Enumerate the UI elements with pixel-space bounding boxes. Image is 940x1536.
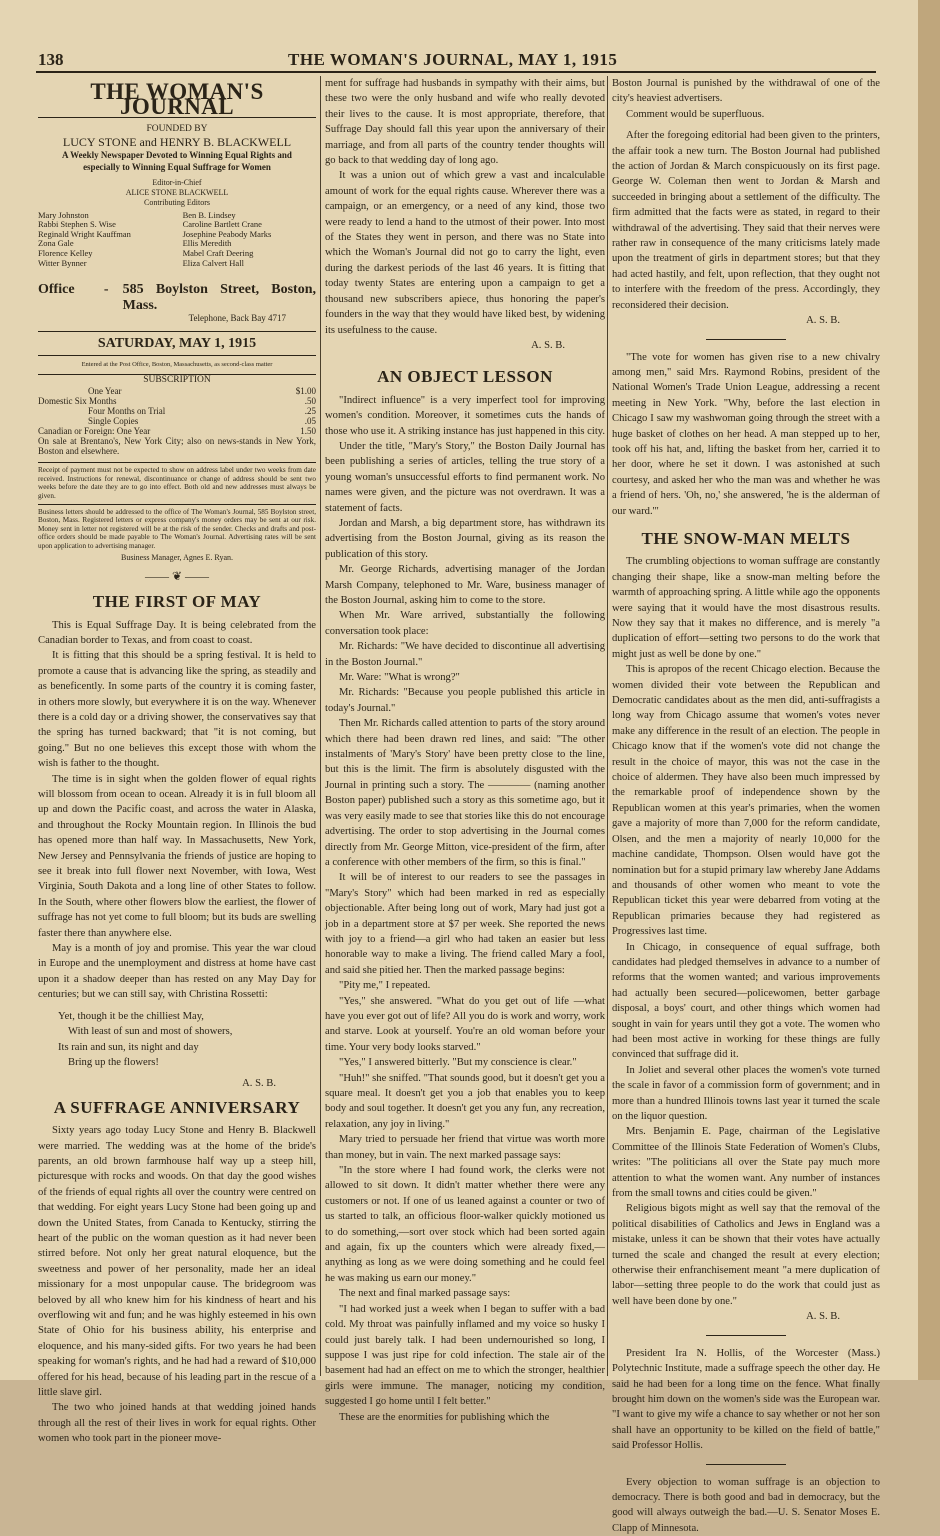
paragraph: "In the store where I had found work, the clerks were not allowed to sit down. It didn't matter whether there were any customers or not. If one of us leaned against a counter or two of us started to talk, an officious floor-walker quickly motioned us to do something,—sort over stock which had been sorted again and again, fix up the counters which were already fixed,—anything as long as we were doing something and he could feel he was making us earn our money."	[325, 1165, 605, 1284]
anniversary-title: A SUFFRAGE ANNIVERSARY	[53, 1097, 301, 1117]
founded-by: FOUNDED BY	[146, 123, 208, 134]
paragraph: "Pity me," I repeated.	[339, 980, 431, 992]
contributing-label: Contributing Editors	[144, 197, 210, 207]
paragraph: "Huh!" she sniffed. "That sounds good, but it doesn't get you a square meal. It doesn't get you a job that enables you to keep body and soul together. It doesn't get you any fun, any recreation, relaxation, any joy in living."	[325, 1072, 605, 1130]
contributing-editors	[38, 211, 316, 269]
paragraph: This is apropos of the recent Chicago election. Because the women divided their vote between the Republican and Democratic candidates about as the men did, anti-suffragists a long way from Chicago assume that women's votes never make any difference in the result of an election. The people in Chicago know that if the women's vote did not change the result in the choice of mayor, this was not the case in the choice of aldermen. They have also been much impressed by the remarkable proof of independence shown by the Republican women at this year's primaries, when the women gave a majority of more than 7,000 for the reform candidate, Olsen, and the men a majority of nearly 10,000 for the machine candidate, Thompson. Olsen would have got the nomination but for a stupid primary law whereby Jane Addams and thousands of other women who meant to vote the Republican ticket this year were debarred from voting at the Republican primaries because they had registered as Progressives last time.	[612, 664, 880, 938]
editors-left: Mary Johnston Rabbi Stephen S. Wise Reginald Wright Kauffman Zona Gale Florence Kelley Witter Bynner	[38, 209, 131, 268]
issue-date: SATURDAY, MAY 1, 1915	[38, 331, 316, 356]
paragraph: "The vote for women has given rise to a new chivalry among men," said Mrs. Raymond Robins, president of the National Women's Trade Union League, addressing a recent meeting in New York. "Why, before the last election in Chicago I saw my washwoman going through the street with a huge basket of clothes on her head. A man stepped up to her, took off his hat, and, lifting the basket from her, carried it to her door, where he set it down. I was astonished at such courtesy, and asked her who the man was and whether he was a friend of hers. 'Oh, no,' she answered, 'he is the alderman of our ward.'"	[612, 351, 880, 517]
section-rule	[706, 339, 786, 340]
paragraph: Comment would be superfluous.	[626, 108, 765, 120]
page-number: 138	[38, 50, 64, 69]
poem-line: Yet, though it be the chilliest May,	[58, 1010, 204, 1022]
column-rule-2	[607, 76, 608, 1376]
column-rule-1	[320, 76, 321, 1376]
signature: A. S. B.	[806, 1311, 840, 1323]
paragraph: Sixty years ago today Lucy Stone and Henry B. Blackwell were married. The wedding was at the home of the bride's parents, an old brown farmhouse half way up a steep hill, picturesque with rocks and woods. On that day the good wishes of the friends of equal rights all over the country were centred on that wedding. For eight years Lucy Stone had been going up and down the United States, from Canada to Kentucky, stirring the heart of the public on the woman question as it had never been stirred before. Not only her great natural eloquence, but the sweetness and power of her personality, made her an ideal missionary for a most unpopular cause. The bridegroom was beloved by all who knew him for his kindness of heart and his overflowing wit and fun; and he was highly esteemed in his own State of Ohio for his business ability, his enterprise and eloquence, and his many-sided gifts. For two years he had been speaking for woman's rights, and he had had a reward of $10,000 offered for his head, because of his leading part in the rescue of a little slave girl.	[38, 1125, 316, 1399]
payment-notice: Receipt of payment must not be expected to show on address label under two weeks from date received. Instructions for renewal, discontinuance or change of address should be sent two weeks before the date they are to go into effect. Both old and new addresses must always be given.	[38, 462, 316, 500]
business-manager: Business Manager, Agnes E. Ryan.	[120, 552, 233, 562]
paragraph: Mr. Ware: "What is wrong?"	[339, 672, 460, 684]
ornament-icon: —— ❦ ——	[144, 568, 210, 583]
paragraph: It will be of interest to our readers to see the passages in "Mary's Story" which had been marked in red as especially objectionable. After being long out of work, Mary had just got a job in a department store at $7 per week. She reported the news with joy to a friend—a girl who had taken an easier but less honorable way to make a living. The friend called Mary a fool, and said she pitied her. Then the marked passage begins:	[325, 872, 605, 976]
paragraph: It is fitting that this should be a spring festival. It is held to promote a cause that is advancing like the spring, as steadily and as beneficently. In some parts of the country it is coming faster, in others more slowly, but everywhere it is on the way. Whenever there is a cold day or a driving shower, the conservatives say that the spring has turned backward; that "it is not coming, but going." But no one believes this except those with whom the wish is father to the thought.	[38, 650, 316, 770]
signature: A. S. B.	[531, 339, 565, 351]
office-address: 585 Boylston Street, Boston, Mass.	[122, 282, 316, 313]
paragraph: "I had worked just a week when I began to suffer with a bad cold. My throat was painfully inflamed and my voice so husky I could just barely talk. I had been undernourished so long, I suppose I was just ripe for cold infection. The stale air of the basement had had an effect on me to which the stronger, healthier girls were immune. The manager, noticing my condition, suggested I go home until I felt better."	[325, 1303, 605, 1408]
poem-line: Bring up the flowers!	[68, 1056, 159, 1068]
paragraph: Jordan and Marsh, a big department store, has withdrawn its advertising from the Boston Journal, giving as its reason the publication of this story.	[325, 517, 605, 560]
masthead-title: THE WOMAN'S JOURNAL	[38, 84, 316, 118]
object-lesson-title: AN OBJECT LESSON	[377, 367, 553, 387]
paragraph: When Mr. Ware arrived, substantially the following conversation took place:	[325, 610, 605, 637]
paragraph: ment for suffrage had husbands in sympathy with their aims, but these two were the only husband and wife who really devoted their lives to the cause. It is most appropriate, therefore, that Suffrage Day should fall this year upon the anniversary of their marriage, and from all parts of the country tender thoughts will go back to that wedding day of long ago.	[325, 78, 605, 167]
paragraph: Religious bigots might as well say that the removal of the political disabilities of Catholics and Jews in England was a mistake, unless it can be shown that their votes have actually turned the scale and changed the result at every election; otherwise their enfranchisement meant "a mere duplication of labor—setting three people to do the work that could just as well have been done by one."	[612, 1203, 880, 1307]
business-notice: Business letters should be addressed to the office of The Woman's Journal, 585 Boylston street, Boston, Mass. Registered letters or express company's money orders may be sent at our risk. Money sent in letter not registered will be at the risk of the sender. Checks and drafts and post-office orders should be made payable to The Woman's Journal. Advertising rates will be sent upon application to advertising manager.	[38, 504, 316, 550]
paragraph: After the foregoing editorial had been given to the printers, the affair took a new turn. The Boston Journal had published the action of Jordan & March conspicuously on its first page. George W. Coleman then went to Jordan & Marsh and succeeded in bringing about a settlement of the difficulty. The firm admitted that the facts were as stated, in regard to their withdrawal of the advertising. They said that their nerves were rather raw in consequence of the many criticisms lately made upon the treatment of girls in department stores; but that they had acted hastily, and felt, upon reflection, that they ought not to interfere with the freedom of the press. Accordingly, they reconsidered their decision.	[612, 130, 880, 311]
section-rule	[706, 1335, 786, 1336]
paragraph: Mr. Richards: "Because you people published this article in today's Journal."	[325, 687, 605, 714]
entered-notice: Entered at the Post Office, Boston, Massachusetts, as second-class matter	[81, 360, 273, 368]
paragraph: Mary tried to persuade her friend that virtue was worth more than money, but in vain. The next marked passage says:	[325, 1134, 605, 1161]
paragraph: The two who joined hands at that wedding joined hands through all the rest of their lives in work for equal rights. Other women who took part in the pioneer move-	[38, 1402, 316, 1445]
paragraph: "Yes," I answered bitterly. "But my conscience is clear."	[339, 1057, 577, 1069]
office-label: Office	[38, 282, 75, 298]
paragraph: The time is in sight when the golden flower of equal rights will blossom from ocean to ocean. Already it is in full bloom all up and down the Pacific coast, and across the water in Alaska, and throughout the Rocky Mountain region. In Illinois the bud has opened more than half way. In Massachusetts, New York, New Jersey and Pennsylvania the friends of justice are hoping to see it break into full flower next November, with Iowa, West Virginia, South Dakota and a long line of other States to follow. In the South, where other flowers blow the earliest, the flower of suffrage has not yet come to full bloom; but its buds are swelling faster there than anywhere else.	[38, 773, 316, 939]
poem	[58, 1009, 316, 1071]
sub-row: Domestic Six Months .50	[38, 396, 316, 407]
paragraph: It was a union out of which grew a vast and incalculable amount of work for the equal rights cause. Wherever there was a campaign, or an emergency, or a need of any kind, those two were ready to lend a hand to the utmost of their power. Into most of the States they went in person, and there was no State into which the Woman's Journal did not go to carry the light, even during the darkest periods of the last 46 years. It is fitting that today twenty States are entering upon a campaign to get a thousand new subscribers apiece, thus honoring the paper's founders in the way that they would have liked best, by widening its usefulness to the cause.	[325, 170, 605, 336]
paragraph: Under the title, "Mary's Story," the Boston Daily Journal has been publishing a series of articles, telling the true story of a young woman's unsuccessful efforts to find permanent work. No names were given, and the picture was not overdrawn. It was a statement of facts.	[325, 440, 605, 514]
paragraph: Mr. George Richards, advertising manager of the Jordan Marsh Company, telephoned to Mr. Ware, business manager of the Boston Journal, asking him to come to the store.	[325, 564, 605, 606]
paragraph: Boston Journal is punished by the withdrawal of one of the city's heaviest advertisers.	[612, 78, 880, 105]
signature: A. S. B.	[242, 1078, 276, 1090]
column-2	[325, 76, 606, 1423]
page-edge	[918, 0, 940, 1380]
subscription-title: SUBSCRIPTION	[38, 374, 316, 387]
on-sale-notice: On sale at Brentano's, New York City; also on news-stands in New York, Boston and elsewhere.	[38, 436, 316, 457]
sub-row: Four Months on Trial .25	[88, 406, 316, 417]
telephone: Telephone, Back Bay 4717	[188, 313, 286, 324]
sub-row: Single Copies .05	[88, 416, 316, 427]
tagline: A Weekly Newspaper Devoted to Winning Equal Rights and especially to Winning Equal Suffrage for Women	[62, 150, 292, 172]
paragraph: In Chicago, in consequence of equal suffrage, both candidates had pledged themselves in advance to a number of reforms that the women wanted; and various improvements had actually been secured—policewomen, better garbage disposal, a boys' court, and other things which women had sought in vain for years until they got a vote. The women who had been most active in working for these things are fully convinced that suffrage did it.	[612, 941, 880, 1061]
snowman-title: THE SNOW-MAN MELTS	[641, 528, 851, 548]
paragraph: The crumbling objections to woman suffrage are constantly changing their shape, like a snow-man melting before the warmth of approaching spring. A little while ago the opponents were saying that it would have the most disastrous results. Now they say that it makes no difference, and is merely "a duplication of effort—setting two persons to do the work that might just as well be done by one."	[612, 556, 880, 660]
office-dash: -	[103, 282, 109, 298]
column-1	[38, 76, 316, 1445]
paragraph: In Joliet and several other places the women's vote turned the scale in favor of a commission form of government; and in more than a hundred Illinois towns last year it turned the scale on the liquor question.	[612, 1064, 880, 1122]
running-header	[38, 50, 878, 72]
paragraph: Every objection to woman suffrage is an objection to democracy. There is both good and bad in democracy, but the good will always outweigh the bad.—U. S. Senator Moses E. Clapp of Minnesota.	[612, 1476, 880, 1534]
poem-line: Its rain and sun, its night and day	[58, 1041, 199, 1053]
paragraph: The next and final marked passage says:	[339, 1288, 511, 1300]
section-rule	[706, 1464, 786, 1465]
editor-name: ALICE STONE BLACKWELL	[125, 188, 229, 198]
header-rule	[36, 71, 876, 73]
founders: LUCY STONE and HENRY B. BLACKWELL	[62, 135, 292, 150]
paragraph: Mrs. Benjamin E. Page, chairman of the Legislative Committee of the Illinois State Federation of Women's Clubs, writes: "The politicians all over the State pay much more attention to what the women want. Any number of instances from the small towns and cities could be given."	[612, 1126, 880, 1200]
subscription-table	[38, 386, 316, 456]
paragraph: "Yes," she answered. "What do you get out of life —what have you ever got out of life? All you do is work and worry, work and starve. Look at yourself. You're an old woman before your time. Your very body looks starved."	[325, 995, 605, 1053]
paragraph: "Indirect influence" is a very imperfect tool for improving women's condition. Moreover, it sometimes cuts the hands of those who use it. A striking instance has just happened in this city.	[325, 394, 606, 437]
sub-row: One Year $1.00	[88, 386, 316, 397]
paragraph: Then Mr. Richards called attention to parts of the story around which there had been drawn red lines, and said: "The other instalments of 'Mary's Story' have been pretty close to the line, but this is the limit. The firm is absolutely disgusted with the Journal in printing such a story. The ———— (naming another Boston paper) published such a story as this sometime ago, but it was very easily made to see that stories like this do not encourage advertising. The order to stop advertising in the Journal comes directly from Mr. George Mitton, vice-president of the firm, after a conference with other members of the firm, so this is final."	[325, 718, 605, 868]
office-line	[38, 282, 316, 313]
paragraph: Mr. Richards: "We have decided to discontinue all advertising in the Boston Journal."	[325, 641, 605, 668]
sub-row: Canadian or Foreign: One Year 1.50	[38, 426, 316, 437]
paragraph: This is Equal Suffrage Day. It is being celebrated from the Canadian border to Texas, and from coast to coast.	[38, 619, 316, 646]
paragraph: May is a month of joy and promise. This year the war cloud in Europe and the unemployment and distress at home have cast upon it a shadow deeper than has rested on any May Day for centuries; but we can still say, with Christina Rossetti:	[38, 943, 316, 1001]
column-3	[612, 76, 880, 1534]
first-of-may-title: THE FIRST OF MAY	[92, 592, 262, 612]
editors-right: Ben B. Lindsey Caroline Bartlett Crane Josephine Peabody Marks Ellis Meredith Mabel Craft Deering Eliza Calvert Hall	[182, 209, 272, 268]
paragraph: These are the enormities for publishing which the	[339, 1411, 550, 1423]
signature: A. S. B.	[806, 315, 840, 327]
running-title: THE WOMAN'S JOURNAL, MAY 1, 1915	[288, 50, 618, 69]
paragraph: President Ira N. Hollis, of the Worcester (Mass.) Polytechnic Institute, made a suffrage speech the other day. He said he had been for a long time on the fence. What finally brought him down on the women's side was the European war. "I want to give my wife a chance to say whether or not her son shall have an opportunity to be killed on the field of battle," said Professor Hollis.	[612, 1347, 880, 1452]
editor-label: Editor-in-Chief	[152, 178, 202, 188]
poem-line: With least of sun and most of showers,	[68, 1026, 233, 1038]
